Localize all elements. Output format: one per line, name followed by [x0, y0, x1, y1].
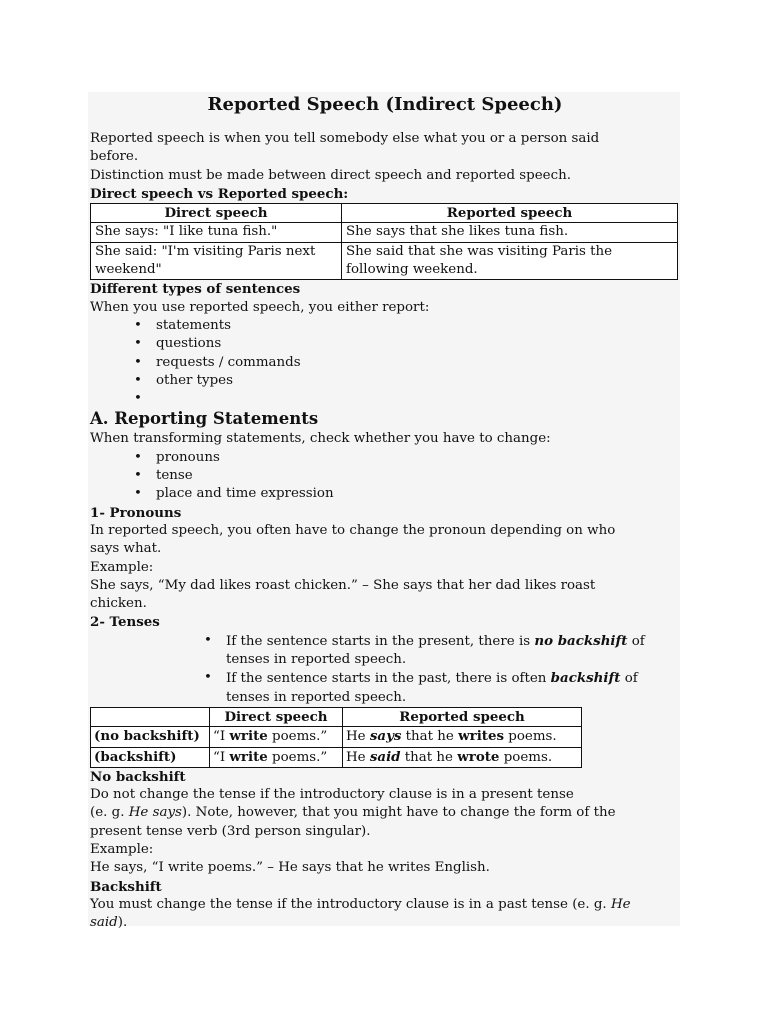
text-span: poems. [499, 749, 553, 765]
example-label: Example: [90, 559, 154, 575]
emphasis-text: no backshift [534, 632, 628, 649]
cell-line: weekend" [95, 262, 162, 278]
section-a-text: When transforming statements, check whether you have to change: [90, 431, 551, 447]
direct-vs-reported-table [90, 203, 678, 280]
table-cell: She says that she likes tuna fish. [342, 223, 678, 242]
backshift-text [90, 896, 680, 914]
text-span: If the sentence starts in the past, there is often [226, 671, 551, 687]
emphasis-text: writes [458, 728, 505, 745]
emphasis-text: says [369, 728, 402, 745]
text-span: that he [400, 749, 458, 765]
cell-line: She said that she was visiting Paris the [346, 243, 613, 259]
table-cell: She says: "I like tuna fish." [91, 223, 342, 242]
text-span: poems. [504, 729, 557, 745]
emphasis-text: backshift [550, 670, 621, 687]
table-cell [210, 747, 343, 767]
pronouns-text: says what. [90, 541, 162, 557]
emphasis-text: said [90, 915, 118, 931]
list-item-continued: tenses in reported speech. [226, 689, 407, 705]
text-span: poems.” [267, 749, 328, 765]
row-label: (backshift) [91, 747, 210, 767]
list-item [156, 390, 680, 408]
emphasis-text: wrote [457, 748, 500, 765]
section-heading-no-backshift: No backshift [90, 768, 186, 785]
list-item: • place and time expression [156, 485, 680, 503]
text-span: He [346, 749, 370, 765]
column-header: Reported speech [342, 204, 678, 223]
backshift-text [90, 914, 680, 932]
no-backshift-text: Do not change the tense if the introductory clause is in a present tense [90, 787, 574, 803]
list-item: • statements [156, 317, 680, 335]
section-heading-a: A. Reporting Statements [90, 409, 319, 429]
text-span: of [627, 633, 645, 649]
table-cell [210, 727, 343, 747]
list-item: • pronouns [156, 449, 680, 467]
table-header-row [91, 204, 678, 223]
section-heading-dvr: Direct speech vs Reported speech: [90, 185, 349, 202]
table-row [91, 747, 582, 767]
pronouns-text: In reported speech, you often have to change the pronoun depending on who [90, 522, 616, 538]
cell-line: She said: "I'm visiting Paris next [95, 243, 316, 259]
intro-line: Reported speech is when you tell somebody else what you or a person said [90, 131, 600, 146]
no-backshift-text [90, 804, 680, 822]
list-item: • other types [156, 372, 680, 390]
column-header: Reported speech [343, 707, 582, 726]
section-heading-tenses: 2- Tenses [90, 614, 160, 631]
text-span: (e. g. [90, 805, 129, 821]
intro-line: Distinction must be made between direct speech and reported speech. [90, 167, 571, 183]
text-span: that he [401, 729, 459, 745]
list-item: • requests / commands [156, 354, 680, 372]
list-item: • questions [156, 335, 680, 353]
text-span: ). Note, however, that you might have to change the form of the [181, 805, 616, 821]
cell-line: following weekend. [346, 262, 478, 278]
table-cell [343, 727, 582, 747]
table-cell [343, 747, 582, 767]
example-text: chicken. [90, 596, 147, 612]
table-row [91, 242, 678, 280]
section-heading-pronouns: 1- Pronouns [90, 504, 182, 521]
emphasis-text: said [369, 748, 401, 765]
list-item [226, 632, 680, 651]
document-page [88, 92, 680, 931]
text-span: If the sentence starts in the present, there is [226, 633, 535, 649]
example-text: She says, “My dad likes roast chicken.” – She says that her dad likes roast [90, 577, 596, 593]
example-text: He says, “I write poems.” – He says that he writes English. [90, 860, 490, 876]
text-span: poems.” [267, 729, 328, 745]
backshift-table [90, 707, 582, 768]
text-span: ). [117, 915, 128, 931]
table-row [91, 727, 582, 747]
emphasis-text: write [229, 728, 268, 745]
table-cell [342, 242, 678, 280]
table-row [91, 223, 678, 242]
emphasis-text: He [610, 896, 631, 912]
intro-line: before. [90, 149, 139, 165]
table-cell [91, 242, 342, 280]
list-item [226, 669, 680, 688]
list-item-continued: tenses in reported speech. [226, 652, 407, 668]
section-heading-backshift: Backshift [90, 878, 162, 895]
column-header: Direct speech [91, 204, 342, 223]
page-title: Reported Speech (Indirect Speech) [207, 94, 563, 115]
text-span: You must change the tense if the introductory clause is in a past tense (e. g. [90, 896, 611, 912]
text-span: He [346, 729, 370, 745]
text-span: of [620, 671, 638, 687]
types-text: When you use reported speech, you either report: [90, 299, 430, 315]
row-label: (no backshift) [91, 727, 210, 747]
emphasis-text: He says [128, 805, 182, 821]
document-content [90, 92, 680, 932]
text-span: “I [213, 749, 230, 765]
table-header-row [91, 707, 582, 726]
example-label: Example: [90, 841, 154, 857]
text-span: “I [213, 729, 230, 745]
no-backshift-text: present tense verb (3rd person singular). [90, 823, 371, 839]
list-item: • tense [156, 467, 680, 485]
column-header [91, 707, 210, 726]
column-header: Direct speech [210, 707, 343, 726]
section-heading-types: Different types of sentences [90, 281, 301, 298]
emphasis-text: write [229, 748, 268, 765]
